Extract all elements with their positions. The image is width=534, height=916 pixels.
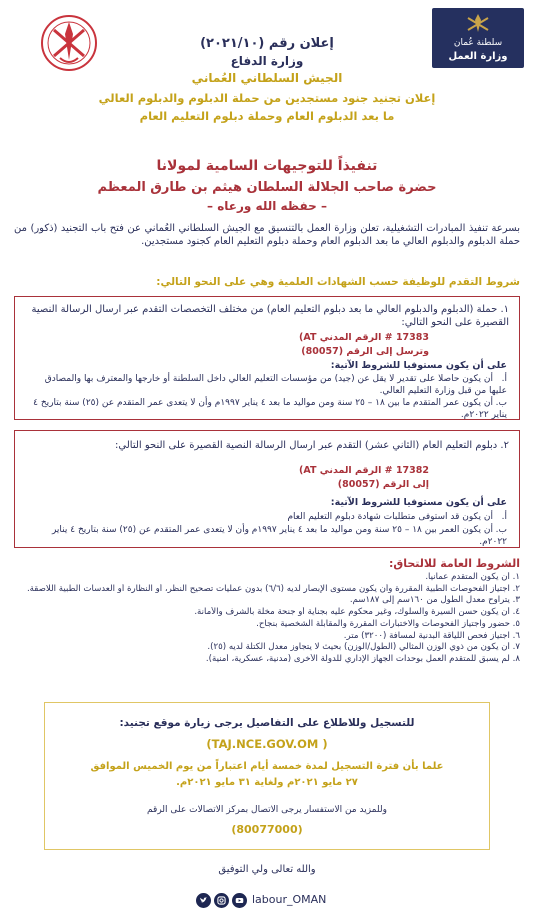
list-item: ٨. لم يسبق للمتقدم العمل بوحدات الجهاز الإداري للدولة الأخرى (مدنية، عسكرية، أمنية). xyxy=(205,653,520,664)
section2-condition-b xyxy=(27,524,507,548)
intro-paragraph: بسرعة تنفيذ المبادرات التشغيلية، تعلن وزارة العمل بالتنسيق مع الجيش السلطاني العُماني عن فتح باب التجنيد (ذكور) من حملة الدبلوم والدبلوم العالي ما بعد الدبلوم العام وحملة دبلوم التعليم العام كجنود مستجدين. xyxy=(14,223,520,247)
subject-line-1: إعلان تجنيد جنود مستجدين من حملة الدبلوم والدبلوم العالي xyxy=(98,91,436,105)
condition-letter: أ. xyxy=(501,512,507,522)
condition-text: أن يكون عمر المتقدم ما بين ١٨ – ٢٥ سنة ومن مواليد ما بعد ٤ يناير ١٩٩٧م وأن لا يتعدى عمر المتقدم عن (٢٥) سنة بتاريخ ٤ يناير ٢٠٢٢م. xyxy=(33,398,507,420)
section2-title: ٢. دبلوم التعليم العام (الثاني عشر) التقدم عبر ارسال الرسالة النصية القصيرة على النحو التالي: xyxy=(115,440,509,451)
section2-conditions-heading: على أن يكون مستوفيا للشروط الآتية: xyxy=(330,497,507,508)
directive-line-3: – حفظه الله ورعاه – xyxy=(207,199,327,213)
list-item: ٢. اجتياز الفحوصات الطبية المقررة وأن يكون مستوى الإبصار لديه (٦/٦) بدون عمليات تصحيح النظر، أو النظارة أو العدسات الطبية اللاصقة. xyxy=(26,583,520,594)
condition-letter: ب. xyxy=(495,398,507,408)
header xyxy=(0,0,534,140)
list-item: ٣. يتراوح معدل الطول من ١٦٠سم إلى ١٨٧سم. xyxy=(349,595,520,606)
footer xyxy=(0,890,534,912)
registration-period-line2: ٢٧ مايو ٢٠٢١م ولغاية ٣١ مايو ٢٠٢١م. xyxy=(176,777,358,788)
closing-phrase: والله تعالى ولي التوفيق xyxy=(218,864,316,875)
section1-condition-a xyxy=(27,373,507,397)
list-item: ١. أن يكون المتقدم عمانياً. xyxy=(425,572,520,582)
registration-period-line1: علما بأن فترة التسجيل لمدة خمسة أيام اعتباراً من يوم الخميس الموافق xyxy=(90,761,444,772)
logo-line2: وزارة العمل xyxy=(448,51,508,62)
list-item: ٧. أن يكون من ذوي الوزن المثالي (الطول/الوزن) بحيث لا يتجاوز معدل الكتلة لديه (٢٥). xyxy=(207,642,520,653)
general-conditions-list xyxy=(8,572,520,666)
army-name: الجيش السلطاني العُماني xyxy=(191,71,343,85)
registration-website-link[interactable]: (TAJ.NCE.GOV.OM ) xyxy=(206,737,328,751)
directive-line-1: تنفيذاً للتوجيهات السامية لمولانا xyxy=(156,158,378,174)
requirements-heading: شروط التقدم للوظيفة حسب الشهادات العلمية وهي على النحو التالي: xyxy=(156,276,520,288)
registration-instructions: للتسجيل وللاطلاع على التفاصيل يرجى زيارة موقع تجنيد: xyxy=(119,717,415,729)
section-diploma-box xyxy=(14,296,520,420)
condition-text: أن يكون حاصلا على تقدير لا يقل عن (جيد) من مؤسسات التعليم العالي داخل السلطنة أو خارجها والمعترف بها والمصادق عليها من قبل وزارة التعليم العالي. xyxy=(44,374,507,396)
subject-line-2: ما بعد الدبلوم العام وحملة دبلوم التعليم العام xyxy=(139,109,395,123)
list-item: ٦. اجتياز فحص اللياقة البدنية لمسافة (٣٢٠٠) متر. xyxy=(343,630,520,641)
section2-sms-number: إلى الرقم (80057) xyxy=(337,479,429,490)
general-conditions-heading: الشروط العامة للالتحاق: xyxy=(389,557,520,570)
ministry-name: وزارة الدفاع xyxy=(230,54,304,68)
youtube-icon[interactable] xyxy=(232,893,247,908)
social-handle[interactable]: labour_OMAN xyxy=(252,893,327,906)
section1-sms-code: 17383 # الرقم المدني AT) xyxy=(299,332,429,343)
condition-text: أن يكون العمر بين ١٨ – ٢٥ سنة ومن مواليد ما بعد ٤ يناير ١٩٩٧م وأن لا يتعدى عمر المتقدم عن (٢٥) سنة بتاريخ ٤ يناير ٢٠٢٢م. xyxy=(51,525,507,547)
section-general-education-box xyxy=(14,430,520,548)
inquiry-text: وللمزيد من الاستفسار يرجى الاتصال بمركز الاتصالات على الرقم xyxy=(147,805,387,815)
twitter-icon[interactable] xyxy=(196,893,211,908)
condition-text: أن يكون قد استوفى متطلبات شهادة دبلوم التعليم العام xyxy=(287,512,493,522)
instagram-icon[interactable] xyxy=(214,893,229,908)
condition-letter: ب. xyxy=(495,525,507,535)
section2-condition-a xyxy=(27,511,507,523)
list-item: ٤. أن يكون حسن السيرة والسلوك، وغير محكوم عليه بجناية أو جنحة مخلة بالشرف والأمانة. xyxy=(194,607,520,618)
oman-emblem-icon xyxy=(464,12,492,36)
contact-phone-number[interactable]: (80077000) xyxy=(231,823,303,836)
list-item: ٥. حضور واجتياز الفحوصات والاختبارات المقررة والمقابلة الشخصية بنجاح. xyxy=(256,618,520,629)
section1-conditions-heading: على أن يكون مستوفيا للشروط الآتية: xyxy=(330,360,507,371)
registration-box xyxy=(44,702,490,850)
section1-title: ١. حملة (الدبلوم والدبلوم العالي ما بعد دبلوم التعليم العام) من مختلف التخصصات التقدم عبر ارسال الرسالة النصية القصيرة على النحو التالي: xyxy=(31,304,509,328)
logo-line1: سلطنة عُمان xyxy=(453,38,503,48)
section2-sms-code: 17382 # الرقم المدني AT) xyxy=(299,465,429,476)
section1-condition-b xyxy=(27,397,507,421)
announcement-number: إعلان رقم (٢٠٢١/١٠) xyxy=(200,36,334,51)
section1-sms-number: وترسل إلى الرقم (80057) xyxy=(301,346,429,357)
directive-line-2: حضرة صاحب الجلالة السلطان هيثم بن طارق المعظم xyxy=(97,180,437,195)
condition-letter: أ. xyxy=(501,374,507,384)
